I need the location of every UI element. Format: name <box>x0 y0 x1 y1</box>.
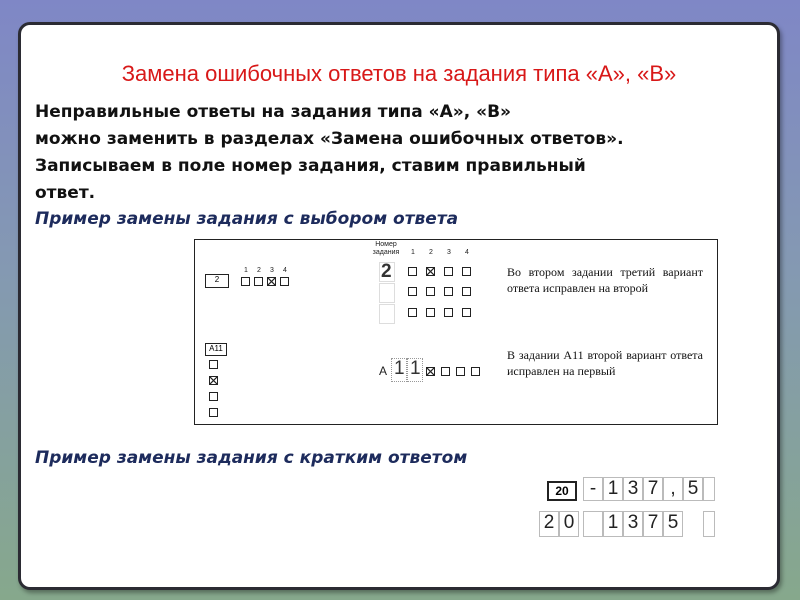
answer-cell <box>703 477 715 501</box>
body-line: ответ. <box>35 183 96 203</box>
choice-example-figure <box>194 239 718 425</box>
option-number: 4 <box>283 267 287 274</box>
answer-cell: 3 <box>623 477 643 501</box>
answer-checkbox-crossed <box>426 367 435 376</box>
answer-checkbox <box>426 287 435 296</box>
handwritten-number-cell <box>379 304 395 324</box>
answer-checkbox <box>456 367 465 376</box>
task-number-box: 20 <box>547 481 577 501</box>
answer-checkbox <box>408 267 417 276</box>
answer-cell: 5 <box>683 477 703 501</box>
answer-checkbox <box>408 287 417 296</box>
option-number: 2 <box>429 249 433 256</box>
answer-checkbox <box>408 308 417 317</box>
number-cell: 2 <box>539 511 559 537</box>
task-number-box: 2 <box>205 274 229 288</box>
answer-checkbox-crossed <box>267 277 276 286</box>
body-line: можно заменить в разделах «Замена ошибочных ответов». <box>35 129 624 149</box>
answer-cell: 3 <box>623 511 643 537</box>
task-number-box: А11 <box>205 343 227 356</box>
answer-cell: - <box>583 477 603 501</box>
subheading-short-example: Пример замены задания с кратким ответом <box>35 448 468 468</box>
option-number: 1 <box>411 249 415 256</box>
answer-checkbox <box>209 408 218 417</box>
answer-checkbox <box>462 308 471 317</box>
answer-checkbox <box>426 308 435 317</box>
short-answer-example-figure <box>535 473 717 551</box>
handwritten-number-cell <box>407 358 423 382</box>
answer-checkbox-crossed <box>209 376 218 385</box>
slide <box>18 22 780 590</box>
row-prefix-letter: А <box>379 364 388 378</box>
answer-cell <box>583 511 603 537</box>
handwritten-digit: 2 <box>381 261 392 282</box>
answer-checkbox <box>462 287 471 296</box>
body-line: Записываем в поле номер задания, ставим правильный <box>35 156 586 176</box>
answer-cell: 7 <box>643 511 663 537</box>
answer-checkbox <box>209 392 218 401</box>
answer-cell: 1 <box>603 511 623 537</box>
explanation-note: В задании А11 второй вариант ответа исправлен на первый <box>507 348 703 378</box>
answer-checkbox <box>280 277 289 286</box>
answer-checkbox <box>462 267 471 276</box>
answer-cell: 5 <box>663 511 683 537</box>
answer-checkbox <box>444 308 453 317</box>
body-text <box>35 99 755 207</box>
answer-checkbox <box>471 367 480 376</box>
handwritten-number-cell <box>379 262 395 282</box>
option-number: 4 <box>465 249 469 256</box>
option-number: 2 <box>257 267 261 274</box>
answer-checkbox <box>441 367 450 376</box>
answer-checkbox-crossed <box>426 267 435 276</box>
option-number: 3 <box>270 267 274 274</box>
answer-cell <box>703 511 715 537</box>
column-header-task-number: Номер задания <box>372 241 400 256</box>
answer-cell: , <box>663 477 683 501</box>
answer-checkbox <box>444 267 453 276</box>
subheading-choice-example: Пример замены задания с выбором ответа <box>35 209 459 229</box>
explanation-note: Во втором задании третий вариант ответа исправлен на второй <box>507 265 703 295</box>
answer-checkbox <box>444 287 453 296</box>
number-cell: 0 <box>559 511 579 537</box>
answer-cell: 7 <box>643 477 663 501</box>
handwritten-number-cell <box>379 283 395 303</box>
answer-checkbox <box>209 360 218 369</box>
slide-title: Замена ошибочных ответов на задания типа «А», «В» <box>121 61 677 86</box>
answer-checkbox <box>241 277 250 286</box>
option-number: 3 <box>447 249 451 256</box>
answer-cell: 1 <box>603 477 623 501</box>
handwritten-number-cell <box>391 358 407 382</box>
option-number: 1 <box>244 267 248 274</box>
body-line: Неправильные ответы на задания типа «А», «В» <box>35 102 512 122</box>
handwritten-digit: 1 <box>410 358 421 379</box>
answer-checkbox <box>254 277 263 286</box>
handwritten-digit: 1 <box>394 358 405 379</box>
